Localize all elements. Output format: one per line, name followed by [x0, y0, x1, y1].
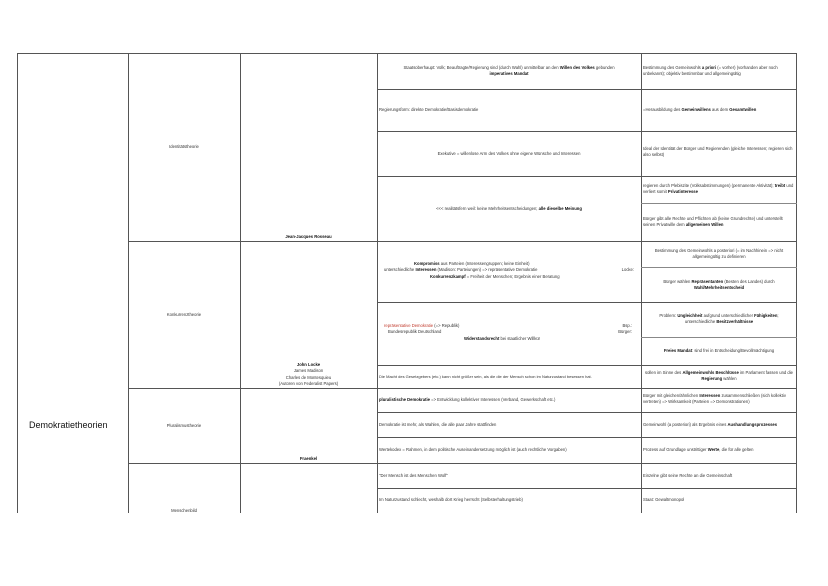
page-title: Demokratietheorien	[29, 420, 108, 430]
cell-homo-homini-lupus: "Der Mensch ist des Menschen Wolf"	[379, 473, 448, 478]
person-madison: James Madison	[293, 368, 324, 374]
cell-more-than-elections: Demokratie ist mehr, als Wahlen, die alle paar Jahre stattfinden	[379, 422, 497, 427]
cell-value-code: Wertekodex = Rahmen, in dem politische Auseinandersetzung möglich ist (auch rechtliche Vorgaben)	[379, 447, 567, 452]
cell-plebiscites: regieren durch Plebiszite (Volksabstimmungen) (permanente Aktivität); treibt und verliert somit Privatinteresse	[643, 183, 794, 195]
person-locke: John Locke	[296, 362, 321, 367]
row-divider	[641, 203, 797, 204]
row-divider	[377, 241, 797, 242]
row-divider	[377, 437, 797, 438]
person-montesquieu: Charles de Montesquieu	[285, 374, 332, 380]
row-divider	[377, 302, 797, 303]
row-divider	[641, 267, 797, 268]
row-divider	[128, 241, 378, 242]
table-border-top	[17, 53, 797, 54]
cell-parliament: sollen im Sinne des Allgemeinwohls Beschlüsse im Parlament fassen und die Regierung wählen	[644, 370, 794, 382]
column-divider	[377, 53, 378, 513]
cell-state-of-nature: Im Naturzustand schlecht, weshalb dort Krieg herrscht (Selbsterhaltungstrieb)	[379, 497, 523, 502]
cell-representatives: Bürger wählen Repräsentanten (Besten des Landes) durch Wahl/Mehrheitsentscheid	[663, 279, 775, 291]
row-divider	[377, 463, 797, 464]
row-divider	[377, 131, 797, 132]
cell-free-mandate: Freies Mandat: sind frei in Entscheidung/Bevollmächtigung	[663, 348, 775, 353]
row-divider	[377, 176, 797, 177]
column-divider	[641, 53, 642, 513]
cell-individual-rights: Einzelne gibt seine Rechte an die Gemeinschaft	[643, 473, 733, 478]
cell-citizen-rights: Bürger gibt alle Rechte und Pflichten ab (keine Grundrechte) und unterstellt seinen Privatwille dem allgemeinen Willen	[643, 216, 783, 228]
cell-general-will: =Herausbildung des Gemeinwillens aus dem Gesamtwillen	[643, 107, 757, 112]
person-rousseau: Jean-Jacques Rosseau	[285, 234, 332, 239]
column-divider	[128, 53, 129, 513]
cell-compromise: Kompromiss aus Parteien (Interessengruppen; keine Einheit) unterschiedliche Interessen (Madison: Parteiungen) => repräsentative Demokratie Locke: Konkurrenzkampf = Freiheit der Menschen; Ergebnis einer Beratung	[384, 261, 634, 279]
person-fraenkel: Fraenkel	[299, 456, 318, 461]
cell-negotiation-process: Gemeinwohl (a posteriori) als Ergebnis eines Aushandlungsprozesses	[643, 422, 778, 427]
theory-label-pluralism: Pluralismustheorie	[166, 423, 202, 428]
row-divider	[377, 365, 797, 366]
table-border-right	[796, 53, 797, 513]
cell-inequality-problem: Problem: Ungleichheit aufgrund unterschiedlicher Fähigkeiten; unterschiedliche Besitzverhältnisse	[659, 313, 779, 325]
cell-legislator-power: Die Macht des Gesetzgebers (etc.) kann nicht größer sein, als die die der Mensch schon im Naturzustand besessen hat.	[379, 374, 592, 379]
person-federalist-note: (Autoren von Federalist Papers)	[278, 380, 339, 386]
row-divider	[377, 89, 797, 90]
theory-label-identity: Identitätstheorie	[169, 144, 199, 149]
row-divider	[128, 388, 378, 389]
row-divider	[377, 412, 797, 413]
cell-government-form: Regierungsform: direkte Demokratie/Basisdemokratie	[379, 107, 479, 112]
cell-monopoly-force: Staat: Gewaltmonopol	[643, 497, 685, 502]
cell-representative-democracy: repräsentative Demokratie (=> Republik) Bsp.: Bundesrepublik Deutschland Bürger: Widerstandsrecht bei staatlicher Willkür	[384, 323, 632, 341]
cell-common-good-a-priori: Bestimmung des Gemeinwohls a priori (= vorher) (vorhanden aber noch unbekannt); objektiv bestimmbar und allgemeingültig	[643, 65, 778, 77]
cell-pluralistic-democracy: pluralistische Demokratie => Entwicklung kollektiver Interessen (Verband, Gewerkschaft etc.)	[379, 397, 556, 402]
cell-common-good-a-posteriori: Bestimmung des Gemeinwohls a posteriori (= im Nachhinein => nicht allgemeingültig zu definieren	[654, 248, 784, 260]
row-divider	[641, 337, 797, 338]
column-divider	[240, 53, 241, 513]
cell-identity-ideal: Ideal der Identität der Bürger und Regierenden (gleiche Interessen; regieren sich also selbst)	[643, 146, 793, 158]
cell-collective-interests: Bürger mit gleichen/ähnlichen Interessen zusammenschließen (sich kollektiv vertreten) => Wirksamkeit (Parteien => Demonstrationen)	[643, 393, 786, 405]
row-divider	[128, 463, 378, 464]
theory-label-humanimage: Menschenbild	[171, 508, 197, 513]
cell-unrealistic: <<< realitätsfern weil: keine Mehrheitsentscheidungen; alle dieselbe Meinung	[436, 206, 582, 211]
cell-sovereignty: Staatsoberhaupt: Volk; Beauftragte/Regierung sind (durch Wahl) unmittelbar an den Willen des Volkes gebunden imperatives Mandat	[403, 65, 615, 77]
table-border-left	[17, 53, 18, 513]
person-locke-group	[240, 362, 377, 387]
row-divider	[377, 388, 797, 389]
theory-label-competition: Konkurrenztheorie	[166, 312, 202, 317]
cell-executive: Exekutive = willenlose Arm des Volkes ohne eigene Wünsche und Interessen	[437, 151, 581, 156]
row-divider	[377, 488, 797, 489]
cell-shared-values: Prozess auf Grundlage unstrittiger Werte, die für alle gelten	[643, 447, 754, 452]
